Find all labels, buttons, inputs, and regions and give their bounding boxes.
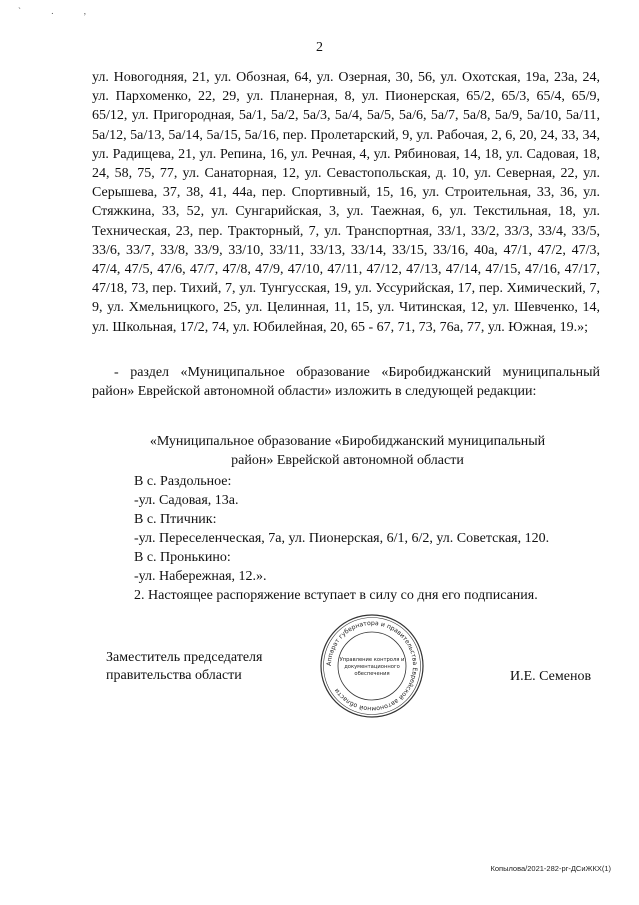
signatory-name: И.Е. Семенов (510, 669, 592, 684)
signatory-title-line-2: правительства области (106, 668, 242, 683)
section-amendment-paragraph: - раздел «Муниципальное образование «Биробиджанский муниципальный район» Еврейской автономной области» изложить в следующей редакции: (92, 365, 600, 400)
quoted-heading-line-2: район» Еврейской автономной области (231, 453, 464, 468)
quoted-heading-line-1: «Муниципальное образование «Биробиджанский муниципальный (149, 434, 546, 449)
stamp-center-line-2: документационного (344, 664, 400, 670)
village-heading: В с. Пронькино: (134, 550, 231, 565)
street-line: -ул. Переселенческая, 7а, ул. Пионерская, 6/1, 6/2, ул. Советская, 120. (134, 531, 550, 546)
stamp-ring-text: Аппарат губернатора и правительства Еврейской автономной области (325, 619, 419, 713)
executor-footer: Копылова/2021-282-рг-ДСиЖКХ(1) (490, 864, 611, 873)
street-line: -ул. Набережная, 12.». (134, 569, 267, 584)
page-number: 2 (316, 40, 323, 55)
signatory-title-line-1: Заместитель председателя (106, 650, 263, 665)
address-list-paragraph: ул. Новогодняя, 21, ул. Обозная, 64, ул. Озерная, 30, 56, ул. Охотская, 19а, 23а, 24, ул. Пархоменко, 22, 29, ул. Планерная, 8, ул. Пионерская, 65/2, 65/3, 65/4, 65/9, 65/12, ул. Пригородная, 5а/1, 5а/2, 5а/3, 5а/4, 5а/5, 5а/6, 5а/7, 5а/8, 5а/9, 5а/10, 5а/11, 5а/12, 5а/13, 5а/14, 5а/15, 5а/16, пер. Пролетарский, 9, ул. Рабочая, 2, 6, 20, 24, 33, 34, ул. Радищева, 21, ул. Репина, 16, ул. Речная, 4, ул. Рябиновая, 14, 18, ул. Садовая, 18, 24, 58, 75, 77, ул. Санаторная, 12, ул. Севастопольская, д. 10, ул. Северная, 22, ул. Серышева, 37, 38, 41, 44а, пер. Спортивный, 15, 16, ул. Строительная, 33, 36, ул. Стяжкина, 33, 52, ул. Сунгарийская, 3, ул. Таежная, 6, ул. Текстильная, 18, ул. Техническая, 23, пер. Тракторный, 7, ул. Транспортная, 33/1, 33/2, 33/3, 33/4, 33/5, 33/6, 33/7, 33/8, 33/9, 33/10, 33/11, 33/13, 33/14, 33/15, 33/16, 40а, 47/1, 47/2, 47/3, 47/4, 47/5, 47/6, 47/7, 47/8, 47/9, 47/10, 47/11, 47/12, 47/13, 47/14, 47/15, 47/16, 47/17, 47/18, 73, пер. Тихий, 7, ул. Тунгусская, 19, ул. Уссурийская, 17, пер. Химический, 7, 9, ул. Хмельницкого, 25, ул. Целинная, 11, 15, ул. Читинская, 12, ул. Шевченко, 14, ул. Школьная, 17/2, 74, ул. Юбилейная, 20, 65 - 67, 71, 73, 76а, 77, ул. Южная, 19.»; (92, 70, 600, 335)
village-heading: В с. Раздольное: (134, 474, 232, 489)
effective-clause: 2. Настоящее распоряжение вступает в силу со дня его подписания. (134, 588, 538, 603)
street-line: -ул. Садовая, 13а. (134, 493, 239, 508)
official-seal-stamp (318, 612, 426, 720)
quoted-section-heading (100, 432, 595, 470)
stamp-center-line-1: Управление контроля и (339, 657, 405, 663)
village-heading: В с. Птичник: (134, 512, 217, 527)
stamp-center-line-3: обеспечения (354, 671, 390, 677)
scan-marks: ` . , (18, 6, 100, 16)
signatory-title (106, 649, 262, 685)
